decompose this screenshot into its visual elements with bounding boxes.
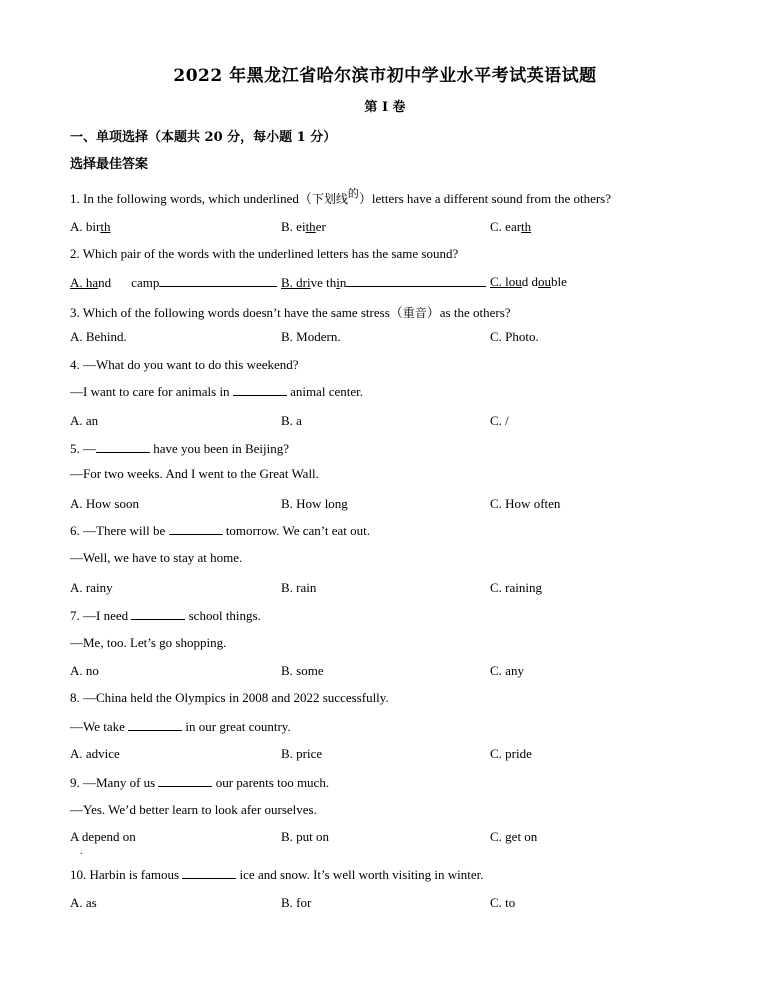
question-5-line-1 bbox=[70, 440, 289, 457]
q8-text: in our great country. bbox=[182, 719, 291, 734]
q2-a-text: A. h bbox=[70, 275, 93, 290]
q1-b-underlined: th bbox=[305, 219, 316, 234]
q8-text: —We take bbox=[70, 719, 129, 734]
exam-title: 2022 年黑龙江省哈尔滨市初中学业水平考试英语试题 bbox=[173, 66, 597, 86]
answer-blank bbox=[128, 718, 182, 731]
q4-option-a: A. an bbox=[70, 413, 99, 428]
q3-option-b: B. Modern. bbox=[281, 329, 341, 344]
q10-option-a: A. as bbox=[70, 895, 97, 910]
q1-option-c bbox=[490, 219, 531, 235]
q1-option-a bbox=[70, 219, 110, 235]
paper-part-label: 第 I 卷 bbox=[364, 100, 406, 115]
q2-c-underlined: ou bbox=[538, 274, 552, 289]
q6-text: 6. —There will be bbox=[70, 523, 169, 538]
q5-option-c: C. How often bbox=[490, 496, 561, 511]
question-2-stem: 2. Which pair of the words with the underlined letters has the same sound? bbox=[70, 246, 459, 261]
q1-b-text: B. ei bbox=[281, 219, 306, 234]
q6-text: tomorrow. We can’t eat out. bbox=[222, 523, 371, 538]
q2-b-underlined: i bbox=[336, 275, 340, 290]
q2-b-text: B. dr bbox=[281, 275, 307, 290]
question-4-line-1: 4. —What do you want to do this weekend? bbox=[70, 357, 299, 372]
q2-c-text: C. l bbox=[490, 274, 509, 289]
q10-option-b: B. for bbox=[281, 895, 312, 910]
section-instruction: 选择最佳答案 bbox=[70, 157, 149, 172]
q5-text: 5. — bbox=[70, 441, 96, 456]
question-9-line-1 bbox=[70, 774, 329, 791]
q4-text: animal center. bbox=[286, 384, 363, 399]
answer-blank bbox=[233, 383, 287, 396]
question-4-line-2 bbox=[70, 383, 363, 400]
answer-blank bbox=[131, 607, 185, 620]
question-1-stem bbox=[70, 188, 611, 207]
q6-option-c: C. raining bbox=[490, 580, 542, 595]
q1-stem-sup: 的 bbox=[347, 187, 359, 200]
answer-blank bbox=[169, 522, 223, 535]
q8-option-c: C. pride bbox=[490, 746, 532, 761]
answer-blank bbox=[158, 774, 212, 787]
q5-option-a: A. How soon bbox=[70, 496, 139, 511]
q2-c-underlined: ou bbox=[508, 274, 522, 289]
section-heading: 一、单项选择（本题共 20 分，每小题 1 分） bbox=[70, 130, 337, 145]
q9-text: 9. —Many of us bbox=[70, 775, 159, 790]
q2-c-text: d d bbox=[521, 274, 539, 289]
q1-stem-part: 1. In the following words, which underlined（ bbox=[70, 191, 312, 206]
question-10-line-1 bbox=[70, 866, 484, 883]
q2-b-rule bbox=[346, 274, 486, 287]
q8-option-b: B. price bbox=[281, 746, 323, 761]
q1-a-text: A. bir bbox=[70, 219, 101, 234]
q6-option-a: A. rainy bbox=[70, 580, 113, 595]
question-6-line-1 bbox=[70, 522, 370, 539]
q2-a-text: nd bbox=[98, 275, 112, 290]
q2-a-rule bbox=[159, 274, 277, 287]
q2-b-text: ve th bbox=[310, 275, 337, 290]
q2-b-text: n bbox=[339, 275, 347, 290]
q7-text: 7. —I need bbox=[70, 608, 132, 623]
q5-text: have you been in Beijing? bbox=[150, 441, 289, 456]
q2-a-underlined: a bbox=[92, 275, 99, 290]
q6-option-b: B. rain bbox=[281, 580, 317, 595]
q1-stem-cn: 下划线 bbox=[311, 192, 348, 206]
question-8-line-2 bbox=[70, 718, 291, 735]
q1-a-underlined: th bbox=[100, 219, 111, 234]
q3-option-a: A. Behind. bbox=[70, 329, 127, 344]
question-8-line-1: 8. —China held the Olympics in 2008 and 2022 successfully. bbox=[70, 690, 389, 705]
q2-b-underlined: i bbox=[307, 275, 311, 290]
q3-stem-part: ）as the others? bbox=[426, 305, 511, 320]
q10-text: ice and snow. It’s well worth visiting in winter. bbox=[236, 867, 484, 882]
q4-text: —I want to care for animals in bbox=[70, 384, 233, 399]
q10-option-c: C. to bbox=[490, 895, 516, 910]
q1-b-text: er bbox=[315, 219, 326, 234]
q1-option-b bbox=[281, 219, 326, 235]
question-7-line-1 bbox=[70, 607, 261, 624]
q3-stem-part: 3. Which of the following words doesn’t have the same stress（ bbox=[70, 305, 403, 320]
q2-option-a bbox=[70, 274, 277, 291]
q9-option-c: C. get on bbox=[490, 829, 538, 844]
q9-option-a-dot: . bbox=[80, 846, 83, 857]
q9-text: our parents too much. bbox=[212, 775, 330, 790]
q2-a-text: camp bbox=[131, 275, 160, 290]
q10-text: 10. Harbin is famous bbox=[70, 867, 183, 882]
answer-blank bbox=[182, 866, 236, 879]
q3-option-c: C. Photo. bbox=[490, 329, 539, 344]
question-5-line-2: —For two weeks. And I went to the Great Wall. bbox=[70, 466, 319, 481]
q5-option-b: B. How long bbox=[281, 496, 348, 511]
q4-option-c: C. / bbox=[490, 413, 509, 428]
question-6-line-2: —Well, we have to stay at home. bbox=[70, 550, 243, 565]
question-9-line-2: —Yes. We’d better learn to look afer ourselves. bbox=[70, 802, 317, 817]
q1-c-underlined: th bbox=[521, 219, 532, 234]
q2-c-text: ble bbox=[551, 274, 567, 289]
q9-option-b: B. put on bbox=[281, 829, 330, 844]
q4-option-b: B. a bbox=[281, 413, 302, 428]
q7-option-c: C. any bbox=[490, 663, 524, 678]
q2-option-c bbox=[490, 274, 567, 290]
q2-option-b bbox=[281, 274, 486, 291]
q1-stem-part: ）letters have a different sound from the others? bbox=[358, 191, 612, 206]
q7-option-b: B. some bbox=[281, 663, 324, 678]
q7-option-a: A. no bbox=[70, 663, 99, 678]
question-3-stem bbox=[70, 302, 511, 321]
answer-blank bbox=[96, 440, 150, 453]
question-7-line-2: —Me, too. Let’s go shopping. bbox=[70, 635, 227, 650]
q8-option-a: A. advice bbox=[70, 746, 120, 761]
q3-stem-cn: 重音 bbox=[402, 306, 427, 320]
q7-text: school things. bbox=[185, 608, 261, 623]
q1-c-text: C. ear bbox=[490, 219, 522, 234]
q9-option-a: A depend on bbox=[70, 829, 136, 844]
